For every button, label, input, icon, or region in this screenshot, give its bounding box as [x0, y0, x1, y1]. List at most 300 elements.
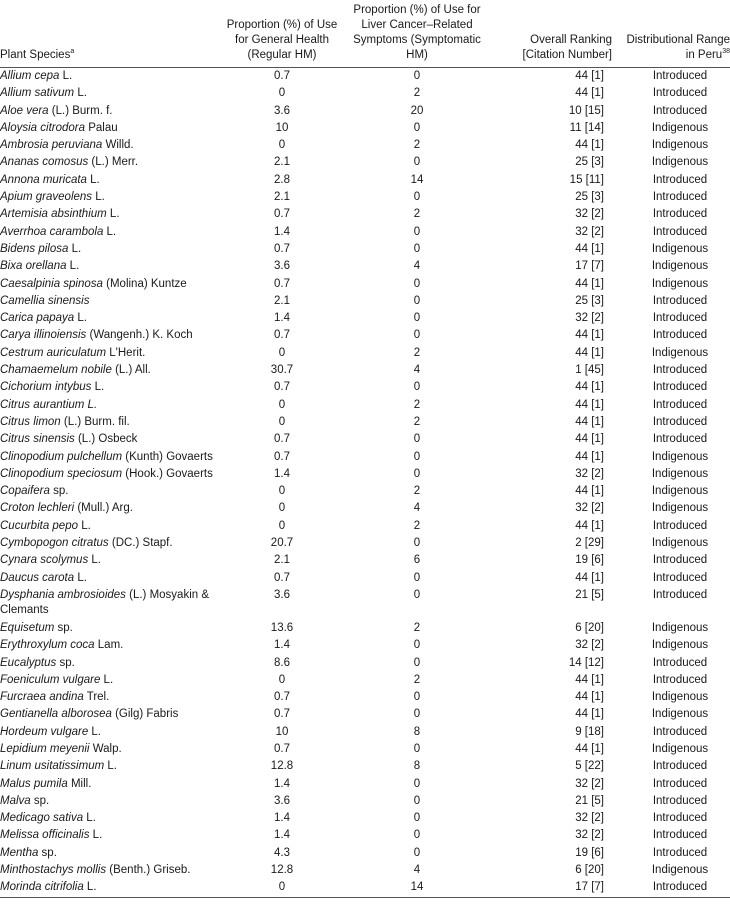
table-row	[0, 362, 730, 379]
cell-distribution-range: Introduced	[652, 673, 708, 686]
cell-general-health: 1.4	[274, 829, 290, 842]
species-binomial: Cichorium intybus	[0, 381, 92, 394]
cell-species	[0, 620, 222, 637]
species-binomial: Averrhoa carambola	[0, 225, 104, 238]
cell-general-health: 3.6	[274, 794, 290, 807]
cell-liver-cancer: 0	[413, 794, 421, 807]
cell-distribution-range: Indigenous	[651, 346, 709, 359]
species-authority: L.	[83, 881, 97, 894]
header-plant-species-label: Plant Species	[0, 49, 71, 61]
cell-distribution-range: Introduced	[652, 846, 708, 859]
cell-general-health: 30.7	[270, 364, 294, 377]
species-authority: L.	[89, 829, 103, 842]
cell-distribution-range: Introduced	[652, 294, 708, 307]
cell-species	[0, 570, 222, 587]
cell-overall-ranking: 44 [1]	[575, 381, 604, 394]
species-authority: (Molina) Kuntze	[102, 277, 187, 290]
cell-overall-ranking: 32 [2]	[575, 312, 604, 325]
table-row	[0, 706, 730, 723]
cell-species	[0, 327, 222, 344]
cell-general-health: 10	[275, 725, 289, 738]
cell-general-health: 1.4	[274, 225, 290, 238]
cell-liver-cancer: 2	[413, 621, 421, 634]
cell-distribution-range: Indigenous	[651, 864, 709, 877]
cell-distribution-range: Introduced	[652, 656, 708, 669]
species-authority: (L.) Osbeck	[74, 433, 138, 446]
species-binomial: Citrus sinensis	[0, 433, 75, 446]
cell-distribution-range: Introduced	[652, 225, 708, 238]
table-row	[0, 466, 730, 483]
cell-general-health: 0.7	[274, 691, 290, 704]
species-binomial: Clinopodium pulchellum	[0, 450, 123, 463]
species-binomial: Ananas comosus	[0, 156, 89, 169]
cell-general-health: 0	[278, 398, 286, 411]
cell-distribution-range: Introduced	[652, 381, 708, 394]
cell-distribution-range: Indigenous	[651, 467, 709, 480]
species-authority: Walp.	[89, 742, 122, 755]
cell-overall-ranking: 44 [1]	[575, 433, 604, 446]
cell-liver-cancer: 2	[413, 485, 421, 498]
cell-overall-ranking: 25 [3]	[575, 294, 604, 307]
cell-general-health: 13.6	[270, 621, 294, 634]
cell-general-health: 0.7	[274, 277, 290, 290]
table-row	[0, 535, 730, 552]
table-row	[0, 655, 730, 672]
cell-distribution-range: Introduced	[652, 104, 708, 117]
species-binomial: Linum usitatissimum	[0, 760, 105, 773]
cell-liver-cancer: 8	[413, 725, 421, 738]
species-binomial: Morinda citrifolia	[0, 881, 84, 894]
cell-species	[0, 535, 222, 552]
table-row	[0, 103, 730, 120]
species-binomial: Copaifera	[0, 485, 50, 498]
cell-liver-cancer: 0	[413, 829, 421, 842]
cell-distribution-range: Indigenous	[651, 708, 709, 721]
cell-liver-cancer: 0	[413, 639, 421, 652]
cell-liver-cancer: 0	[413, 691, 421, 704]
species-authority: L.	[78, 519, 91, 532]
cell-species	[0, 137, 222, 154]
table-row	[0, 758, 730, 775]
cell-overall-ranking: 44 [1]	[575, 415, 604, 428]
cell-general-health: 0	[278, 519, 286, 532]
cell-species	[0, 483, 222, 500]
cell-species	[0, 345, 222, 362]
table-row	[0, 345, 730, 362]
cell-species	[0, 154, 222, 171]
cell-overall-ranking: 44 [1]	[575, 139, 604, 152]
cell-species	[0, 655, 222, 672]
species-authority: L.	[104, 760, 117, 773]
cell-liver-cancer: 0	[413, 846, 421, 859]
cell-distribution-range: Introduced	[652, 364, 708, 377]
cell-overall-ranking: 25 [3]	[575, 156, 604, 169]
cell-species	[0, 379, 222, 396]
cell-general-health: 2.1	[274, 554, 290, 567]
species-binomial: Cestrum auriculatum	[0, 346, 107, 359]
cell-general-health: 3.6	[274, 588, 290, 601]
species-binomial: Citrus limon	[0, 415, 61, 428]
cell-liver-cancer: 2	[413, 415, 421, 428]
cell-liver-cancer: 0	[413, 433, 421, 446]
table-row	[0, 85, 730, 102]
cell-general-health: 0	[278, 673, 286, 686]
cell-general-health: 12.8	[270, 760, 294, 773]
cell-species	[0, 706, 222, 723]
cell-general-health: 1.4	[274, 312, 290, 325]
cell-overall-ranking: 19 [6]	[575, 846, 604, 859]
cell-general-health: 0	[278, 415, 286, 428]
cell-species	[0, 276, 222, 293]
species-binomial: Apium graveolens	[0, 191, 93, 204]
cell-liver-cancer: 2	[413, 519, 421, 532]
cell-overall-ranking: 9 [18]	[575, 725, 604, 738]
cell-overall-ranking: 15 [11]	[569, 173, 604, 186]
cell-liver-cancer: 4	[413, 260, 421, 273]
cell-liver-cancer: 0	[413, 70, 421, 82]
cell-species	[0, 879, 222, 897]
table-row	[0, 483, 730, 500]
cell-general-health: 0	[278, 87, 286, 100]
species-authority: L.	[88, 725, 102, 738]
species-binomial: Caesalpinia spinosa	[0, 277, 103, 290]
species-binomial: Equisetum	[0, 621, 55, 634]
cell-species	[0, 293, 222, 310]
species-binomial: Erythroxylum coca	[0, 639, 95, 652]
header-distribution-range	[618, 0, 730, 68]
cell-overall-ranking: 17 [7]	[575, 260, 604, 273]
cell-species	[0, 518, 222, 535]
cell-species	[0, 189, 222, 206]
cell-species	[0, 310, 222, 327]
cell-general-health: 0	[222, 879, 342, 897]
table-row	[0, 431, 730, 448]
species-authority: L.	[74, 312, 87, 325]
species-binomial: Cynara scolymus	[0, 554, 89, 567]
species-authority: L.	[66, 260, 80, 273]
cell-species	[0, 68, 222, 86]
cell-distribution-range: Introduced	[652, 398, 708, 411]
table-row	[0, 68, 730, 86]
table-row	[0, 414, 730, 431]
cell-distribution-range: Introduced	[652, 588, 708, 601]
cell-overall-ranking: 19 [6]	[575, 554, 604, 567]
table-row	[0, 310, 730, 327]
cell-distribution-range: Indigenous	[651, 277, 709, 290]
cell-overall-ranking: 44 [1]	[575, 708, 604, 721]
cell-overall-ranking: 32 [2]	[575, 225, 604, 238]
cell-liver-cancer: 14	[410, 173, 424, 186]
cell-overall-ranking: 32 [2]	[575, 208, 604, 221]
cell-general-health: 0.7	[274, 571, 290, 584]
species-binomial: Minthostachys mollis	[0, 864, 107, 877]
species-binomial: Artemisia absinthium	[0, 208, 107, 221]
species-binomial: Lepidium meyenii	[0, 742, 90, 755]
table-row	[0, 449, 730, 466]
species-authority: (Kunth) Govaerts	[122, 450, 213, 463]
cell-general-health: 0.7	[274, 208, 290, 221]
species-authority: (L.) Burm. f.	[48, 104, 113, 117]
species-authority: L.	[88, 554, 101, 567]
table-row	[0, 689, 730, 706]
species-authority: sp.	[56, 656, 75, 669]
species-binomial: Eucalyptus	[0, 656, 57, 669]
cell-general-health: 0.7	[274, 433, 290, 446]
table-row	[0, 397, 730, 414]
cell-overall-ranking: 2 [29]	[575, 537, 604, 550]
species-binomial: Medicago sativa	[0, 812, 84, 825]
cell-general-health: 2.1	[274, 156, 290, 169]
species-authority: (Mull.) Arg.	[74, 502, 133, 515]
cell-liver-cancer: 0	[413, 588, 421, 601]
cell-general-health: 0.7	[274, 450, 290, 463]
species-binomial: Bidens pilosa	[0, 242, 69, 255]
species-authority: L.	[103, 225, 117, 238]
cell-species	[0, 362, 222, 379]
cell-general-health: 0.7	[274, 742, 290, 755]
cell-overall-ranking: 32 [2]	[575, 829, 604, 842]
species-binomial: Carica papaya	[0, 312, 75, 325]
cell-distribution-range: Introduced	[652, 571, 708, 584]
cell-overall-ranking: 44 [1]	[575, 87, 604, 100]
cell-liver-cancer: 0	[413, 742, 421, 755]
cell-overall-ranking: 14 [12]	[568, 656, 604, 669]
species-authority: L.	[92, 191, 105, 204]
table-row	[0, 327, 730, 344]
cell-species	[0, 758, 222, 775]
cell-overall-ranking: 32 [2]	[575, 639, 604, 652]
header-general-health: Proportion (%) of Use for General Health (Regular HM)	[222, 0, 342, 68]
cell-liver-cancer: 0	[413, 191, 421, 204]
cell-distribution-range: Indigenous	[651, 691, 709, 704]
cell-species	[0, 587, 222, 620]
cell-distribution-range: Introduced	[652, 329, 708, 342]
cell-overall-ranking: 1 [45]	[575, 364, 604, 377]
cell-distribution-range: Introduced	[652, 760, 708, 773]
cell-overall-ranking: 44 [1]	[575, 277, 604, 290]
cell-species	[0, 466, 222, 483]
species-authority: Mill.	[67, 777, 92, 790]
table-row	[0, 241, 730, 258]
cell-species	[0, 397, 222, 414]
cell-overall-ranking: 32 [2]	[575, 777, 604, 790]
cell-distribution-range: Indigenous	[651, 242, 709, 255]
cell-species	[0, 862, 222, 879]
species-binomial: Camellia sinensis	[0, 294, 90, 307]
species-binomial: Aloysia citrodora	[0, 121, 86, 134]
header-liver-cancer: Proportion (%) of Use for Liver Cancer–Related Symptoms (Symptomatic HM)	[342, 0, 492, 68]
cell-liver-cancer: 0	[413, 571, 421, 584]
table-body	[0, 68, 730, 898]
cell-liver-cancer: 4	[413, 864, 421, 877]
cell-distribution-range: Indigenous	[651, 139, 709, 152]
cell-general-health: 8.6	[274, 656, 290, 669]
species-authority: (Hook.) Govaerts	[122, 467, 213, 480]
cell-distribution-range: Indigenous	[651, 639, 709, 652]
cell-overall-ranking: 25 [3]	[575, 191, 604, 204]
species-binomial: Melissa officinalis	[0, 829, 90, 842]
cell-distribution-range: Introduced	[652, 191, 708, 204]
cell-overall-ranking: 44 [1]	[575, 571, 604, 584]
species-authority: Lam.	[94, 639, 124, 652]
table-row	[0, 570, 730, 587]
table-row	[0, 137, 730, 154]
table-row	[0, 741, 730, 758]
cell-distribution-range: Indigenous	[651, 485, 709, 498]
cell-liver-cancer: 6	[413, 554, 421, 567]
cell-general-health: 0.7	[274, 242, 290, 255]
cell-distribution-range: Introduced	[652, 794, 708, 807]
species-authority: sp.	[54, 621, 73, 634]
cell-species	[0, 689, 222, 706]
species-binomial: Foeniculum vulgare	[0, 673, 101, 686]
table-row	[0, 518, 730, 535]
species-authority: (L.) Burm. fil.	[60, 415, 130, 428]
cell-overall-ranking: 11 [14]	[569, 121, 604, 134]
cell-species	[0, 672, 222, 689]
cell-general-health: 20.7	[270, 537, 294, 550]
cell-general-health: 0	[278, 346, 286, 359]
table-row	[0, 776, 730, 793]
header-plant-species-footnote: a	[70, 48, 75, 56]
cell-liver-cancer: 0	[413, 242, 421, 255]
species-binomial: Daucus carota	[0, 571, 75, 584]
table-header	[0, 0, 730, 68]
species-authority: sp.	[49, 485, 69, 498]
cell-distribution-range: Indigenous	[651, 742, 709, 755]
table-row	[0, 189, 730, 206]
cell-general-health: 1.4	[274, 467, 290, 480]
cell-distribution-range: Indigenous	[651, 450, 709, 463]
cell-general-health: 4.3	[274, 846, 290, 859]
cell-liver-cancer: 8	[413, 760, 421, 773]
table-row	[0, 879, 730, 897]
cell-general-health: 0.7	[274, 381, 290, 394]
species-authority: (DC.) Stapf.	[108, 537, 173, 550]
table-row	[0, 552, 730, 569]
cell-general-health: 12.8	[270, 864, 294, 877]
cell-distribution-range: Introduced	[618, 879, 730, 897]
cell-species	[0, 172, 222, 189]
species-authority: L.	[68, 242, 82, 255]
cell-liver-cancer: 0	[413, 656, 421, 669]
cell-species	[0, 85, 222, 102]
species-binomial: Allium sativum	[0, 87, 75, 100]
cell-liver-cancer: 2	[413, 139, 421, 152]
cell-distribution-range: Introduced	[652, 312, 708, 325]
header-distribution-range-footnote: 38	[722, 48, 730, 56]
cell-liver-cancer: 0	[413, 329, 421, 342]
species-authority: sp.	[38, 846, 57, 859]
cell-overall-ranking: 32 [2]	[575, 502, 604, 515]
cell-species	[0, 500, 222, 517]
species-binomial: Croton lechleri	[0, 502, 75, 515]
cell-overall-ranking: 17 [7]	[492, 879, 618, 897]
cell-species	[0, 741, 222, 758]
cell-overall-ranking: 44 [1]	[575, 70, 604, 82]
cell-liver-cancer: 0	[413, 467, 421, 480]
cell-liver-cancer: 20	[410, 104, 424, 117]
cell-general-health: 0.7	[274, 708, 290, 721]
species-authority: Trel.	[83, 691, 110, 704]
cell-overall-ranking: 5 [22]	[575, 760, 604, 773]
species-authority: L.	[74, 87, 87, 100]
cell-distribution-range: Introduced	[652, 812, 708, 825]
cell-species	[0, 776, 222, 793]
header-distribution-range-label: Distributional Range in Peru	[626, 34, 730, 61]
header-overall-ranking: Overall Ranking [Citation Number]	[492, 0, 618, 68]
table-row	[0, 172, 730, 189]
species-authority: Palau	[85, 121, 118, 134]
cell-species	[0, 845, 222, 862]
cell-species	[0, 431, 222, 448]
species-binomial: Bixa orellana	[0, 260, 67, 273]
cell-distribution-range: Introduced	[652, 415, 708, 428]
cell-distribution-range: Indigenous	[651, 537, 709, 550]
species-binomial: Aloe vera	[0, 104, 49, 117]
species-binomial: Furcraea andina	[0, 691, 84, 704]
species-authority: (Gilg) Fabris	[111, 708, 179, 721]
cell-liver-cancer: 0	[413, 277, 421, 290]
cell-general-health: 1.4	[274, 812, 290, 825]
table-row	[0, 293, 730, 310]
cell-overall-ranking: 32 [2]	[575, 812, 604, 825]
table-row	[0, 672, 730, 689]
cell-general-health: 0.7	[274, 70, 290, 82]
cell-species	[0, 224, 222, 241]
cell-liver-cancer: 2	[413, 398, 421, 411]
cell-overall-ranking: 44 [1]	[575, 346, 604, 359]
species-authority: sp.	[30, 794, 50, 807]
cell-distribution-range: Introduced	[652, 70, 708, 82]
table-row	[0, 845, 730, 862]
cell-distribution-range: Introduced	[652, 433, 708, 446]
species-authority: (Wangenh.) K. Koch	[86, 329, 193, 342]
species-binomial: Cymbopogon citratus	[0, 537, 109, 550]
species-binomial: Allium cepa	[0, 70, 60, 82]
cell-overall-ranking: 44 [1]	[575, 691, 604, 704]
cell-general-health: 2.8	[274, 173, 290, 186]
cell-distribution-range: Introduced	[652, 554, 708, 567]
cell-species	[0, 241, 222, 258]
cell-liver-cancer: 2	[413, 673, 421, 686]
cell-overall-ranking: 44 [1]	[575, 242, 604, 255]
cell-liver-cancer: 0	[413, 225, 421, 238]
cell-distribution-range: Indigenous	[651, 621, 709, 634]
cell-species	[0, 120, 222, 137]
cell-liver-cancer: 2	[413, 208, 421, 221]
cell-liver-cancer: 0	[413, 450, 421, 463]
cell-overall-ranking: 10 [15]	[568, 104, 604, 117]
cell-species	[0, 793, 222, 810]
species-binomial: Malva	[0, 794, 31, 807]
species-binomial: Dysphania ambrosioides	[0, 588, 126, 601]
cell-general-health: 3.6	[274, 260, 290, 273]
cell-distribution-range: Introduced	[652, 829, 708, 842]
species-authority: (L.) Merr.	[88, 156, 139, 169]
species-binomial: Citrus aurantium L.	[0, 398, 98, 411]
table-row	[0, 379, 730, 396]
cell-liver-cancer: 0	[413, 812, 421, 825]
table-row	[0, 724, 730, 741]
cell-overall-ranking: 44 [1]	[575, 398, 604, 411]
cell-liver-cancer: 0	[413, 381, 421, 394]
cell-liver-cancer: 0	[413, 312, 421, 325]
cell-overall-ranking: 44 [1]	[575, 485, 604, 498]
cell-liver-cancer: 2	[413, 87, 421, 100]
table-row	[0, 258, 730, 275]
species-authority: L.	[100, 673, 114, 686]
